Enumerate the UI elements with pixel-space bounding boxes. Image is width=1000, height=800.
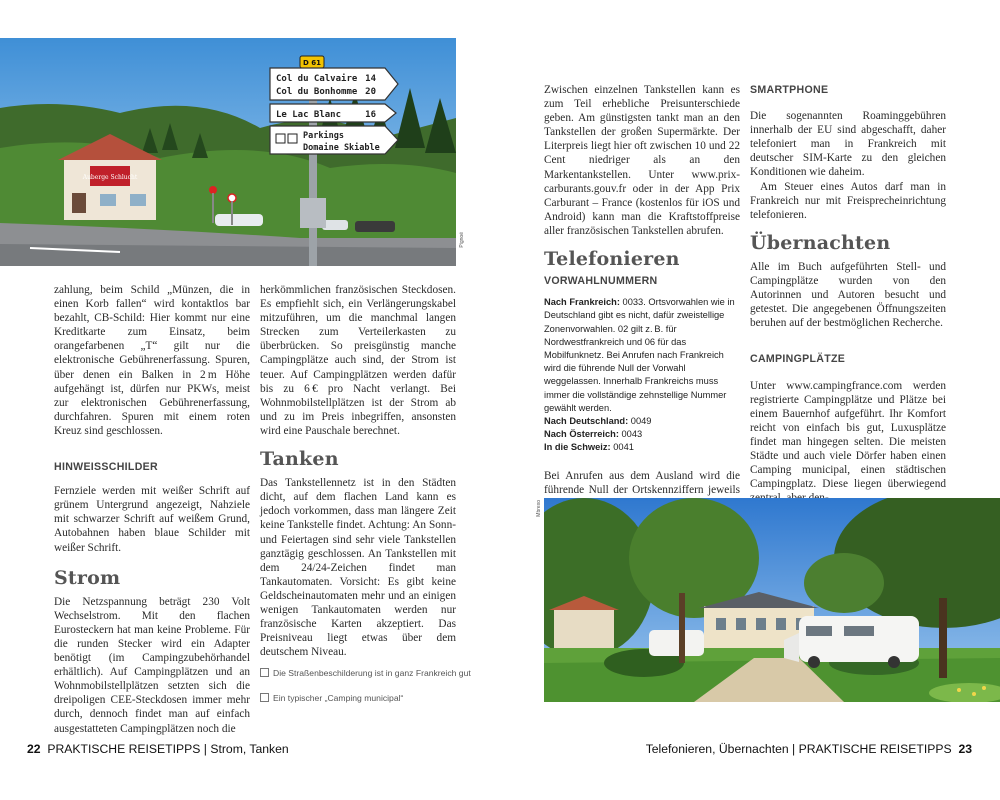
paragraph: Zwischen einzelnen Tankstellen kann es zum Teil erhebliche Preisunterschiede geben. Am günstigsten tankt man an den Tankstellen der großen Supermärkte. Der Literpreis liegt hier oft zwischen 10 und 22 Cent niedriger als an den Markentankstellen. Unter www.prix-carburants.gouv.fr oder in der App Prix Carburant – France (kostenlos für iOS und Android) kann man die Kraftstoffpreise aller französischen Tankstellen abrufen. [544, 84, 740, 237]
right-column-1 [544, 83, 740, 511]
photo-credit-right: Mbrexo [536, 500, 542, 517]
left-column-1 [54, 283, 250, 736]
paragraph: Unter www.campingfrance.com werden registrierte Campingplätze und Plätze bei einem Bauernhof aufgeführt. Ihr Komfort reicht von einfach bis gut, Luxusplätze findet man hingegen selten. Die meisten Städte und auch viele Dörfer haben einen Camping municipal, einen städtischen Campingplatz. Diese liegen überwiegend [750, 379, 946, 491]
vorwahl-de-value: 0049 [628, 416, 652, 427]
caption-marker-icon [260, 693, 269, 702]
camping-photo [544, 498, 1000, 702]
vorwahl-block [544, 296, 740, 454]
heading-strom: Strom [54, 566, 121, 589]
sign-line4b: Domaine Skiable [303, 143, 380, 153]
paragraph: Alle im Buch aufgeführten Stell- und Campingplätze wurden von den Autorinnen und Autoren besucht und getestet. Die angegebenen Öffnungszeiten beruhen auf der bestmöglichen Recherche. [750, 260, 946, 330]
paragraph: herkömmlichen französischen Steckdosen. Es empfiehlt sich, ein Verlängerungskabel mitzuführen, um die manchmal langen Strecken zum Verteilerkasten zu überbrücken. So preisgünstig manche Campingplätze auch sind, der Strom ist teuer. Auf Campingplätzen werden dafür bis zu 6 € pro Nacht verlangt. Bei Wohnmobilstellplätzen ist der Strom ab und zu im Preis inbegriffen, ansonsten wird eine Pauschale berechnet. [260, 284, 456, 437]
heading-tanken: Tanken [260, 448, 339, 471]
paragraph: Am Steuer eines Autos darf man in Frankreich nur mit Freisprecheinrichtung telefonieren. [750, 180, 946, 221]
paragraph: zahlung, beim Schild „Münzen, die in einen Korb fallen“ wird kontaktlos bar bezahlt, CB-Schild: Hier kommt nur eine Kreditkarte zum Einsatz, beim orangefarbenen „T“ gilt nur die elektronische Gebührenerfassung. Spuren, über denen ein Balken in 2 m Höhe aufgehängt ist, dürfen nur PKWs, meist zur elektronischen Gebührenerfassung, durchfahren. Spuren mit einem roten Kreuz sind geschlossen. [54, 284, 250, 437]
road-sign-photo [0, 38, 456, 266]
vorwahl-at-value: 0043 [618, 429, 643, 440]
vorwahl-at-label: Nach Österreich: [544, 429, 619, 440]
vorwahl-ch-label: In die Schweiz: [544, 442, 611, 453]
sign-line4a: Parkings [303, 131, 344, 141]
sign-line2-km: 20 [365, 87, 376, 97]
vorwahl-ch-value: 0041 [610, 442, 634, 453]
vorwahl-fr-label: Nach Frankreich: [544, 297, 620, 308]
page-number-left: 22 [27, 742, 41, 756]
vorwahl-de-label: Nach Deutschland: [544, 416, 629, 427]
caption-road-signs [260, 668, 471, 678]
caption-camping [260, 693, 403, 703]
sign-line3-km: 16 [365, 110, 376, 120]
page-number-right: 23 [958, 742, 972, 756]
heading-telefonieren: Telefonieren [544, 248, 680, 271]
paragraph: Die Netzspannung beträgt 230 Volt Wechselstrom. Mit den flachen Eurosteckern hat man keine Probleme. Für die runden Stecker wird ein Adapter benötigt (im Campingzubehörhandel erhältlich). Auf Campingplätzen und an Wohnmobilstellplätzen setzten sich die dreipoligen CEE-Steckdosen immer mehr durch, dennoch findet man auf einfach ausgestatteten Campingplätzen noch die [54, 595, 250, 735]
vorwahl-fr-text: 0033. Ortsvorwahlen wie in Deutschland gibt es nicht, dafür zweistellige Zonenvorwahlen. 02 gilt z. B. für Nordwestfrankreich und 06 für das Mobilfunknetz. Bei Anrufen nach Frankreich wird die führende Null der Vorwahl weggelassen. Innerhalb Frankreichs muss immer die vollständige zehnstellige Nummer gewählt werden. [544, 297, 735, 413]
camping-illustration [544, 498, 1000, 702]
sign-line3-name: Le Lac Blanc [276, 110, 342, 120]
heading-vorwahlnummern: VORWAHLNUMMERN [544, 275, 658, 288]
sign-line1-km: 14 [365, 74, 376, 84]
road-sign-illustration [0, 38, 456, 266]
heading-hinweisschilder: HINWEISSCHILDER [54, 461, 158, 474]
paragraph: Bei Anrufen aus dem Ausland wird die führende Null der Ortskennziffern jeweils [544, 469, 740, 496]
sign-line2-name: Col du Bonhomme [276, 87, 358, 97]
right-column-2 [750, 83, 946, 505]
heading-smartphone: SMARTPHONE [750, 84, 829, 96]
left-column-2 [260, 283, 456, 659]
heading-uebernachten: Übernachten [750, 231, 891, 254]
running-head-left: PRAKTISCHE REISETIPPS | Strom, Tanken [47, 742, 289, 756]
caption-marker-icon [260, 668, 269, 677]
shop-sign-text: Auberge Schlucht [82, 174, 138, 181]
paragraph: Fernziele werden mit weißer Schrift auf grünem Untergrund angezeigt, Nahziele mit schwarzer Schrift auf weißem Grund, Autobahnen haben blaue Schilder mit weißer Schrift. [54, 485, 250, 554]
paragraph: Das Tankstellennetz ist in den Städten dicht, auf dem flachen Land kann es jedoch vorkommen, dass man längere Zeit keine Tankstelle findet. Achtung: An Sonn- und Feiertagen sind sehr viele Tankstellen ganztägig geschlossen. An Tankstellen mit dem 24/24-Zeichen findet man Tankautomaten. Vorsicht: Es gibt keine Geldscheinautomaten mehr und an einigen wenigen Tankautomaten werden nur französische Karten akzeptiert. Das Preisniveau liegt etwas über dem deutschem Niveau. [260, 477, 456, 659]
caption-text: Ein typischer „Camping municipal“ [273, 693, 404, 703]
footer-right [646, 742, 972, 756]
paragraph: Die sogenannten Roaminggebühren innerhalb der EU sind abgeschafft, daher telefoniert man in Frankreich mit deutscher SIM-Karte zu den gleichen Konditionen wie daheim. [750, 110, 946, 179]
heading-campingplaetze: CAMPINGPLÄTZE [750, 353, 846, 366]
footer-left [27, 742, 289, 756]
running-head-right: Telefonieren, Übernachten | PRAKTISCHE REISETIPPS [645, 742, 952, 756]
road-number: D 61 [303, 59, 321, 67]
caption-text: Die Straßenbeschilderung ist in ganz Frankreich gut [273, 668, 471, 678]
photo-credit-left: Pignoé [459, 232, 465, 248]
sign-line1-name: Col du Calvaire [276, 74, 358, 84]
